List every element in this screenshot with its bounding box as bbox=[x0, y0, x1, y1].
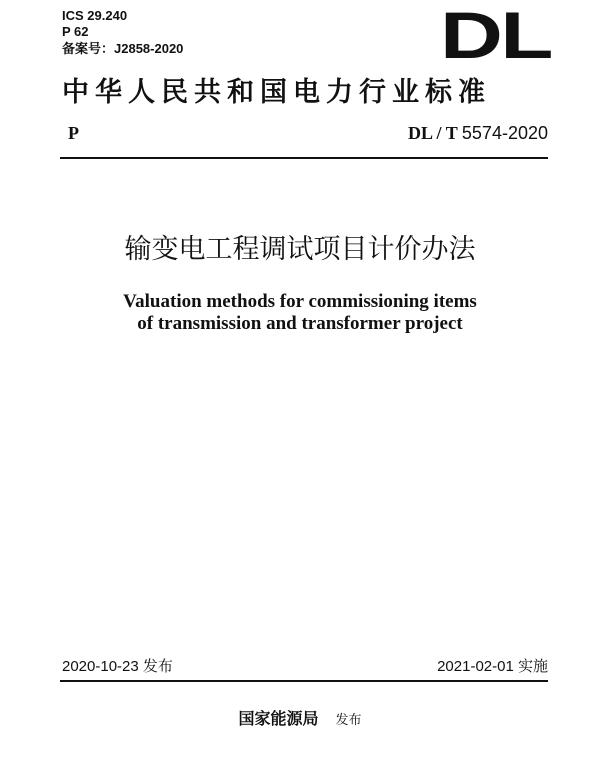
implementation-date: 2021-02-01 实施 bbox=[437, 658, 548, 675]
publisher-action: 发布 bbox=[335, 713, 362, 728]
industry-standard-title: 中华人民共和国电力行业标准 bbox=[62, 77, 491, 108]
publisher-name: 国家能源局 bbox=[238, 709, 319, 728]
standard-number bbox=[408, 123, 548, 144]
document-title-en-line-1: Valuation methods for commissioning items bbox=[123, 291, 477, 312]
dl-logo: DL bbox=[440, 0, 551, 72]
document-title-cn: 输变电工程调试项目计价办法 bbox=[124, 234, 476, 265]
publisher bbox=[0, 706, 600, 729]
top-divider bbox=[60, 157, 548, 159]
category-letter: P bbox=[68, 123, 79, 143]
bottom-divider bbox=[60, 680, 548, 682]
document-title-en-line-2: of transmission and transformer project bbox=[137, 313, 463, 334]
standard-prefix: DL / T bbox=[408, 123, 458, 143]
ics-code: ICS 29.240 bbox=[62, 8, 128, 23]
record-number: 备案号：J2858-2020 bbox=[62, 41, 184, 56]
issue-date: 2020-10-23 发布 bbox=[62, 658, 173, 675]
standard-number-value: 5574-2020 bbox=[461, 123, 548, 143]
classification-code: P 62 bbox=[62, 24, 89, 39]
